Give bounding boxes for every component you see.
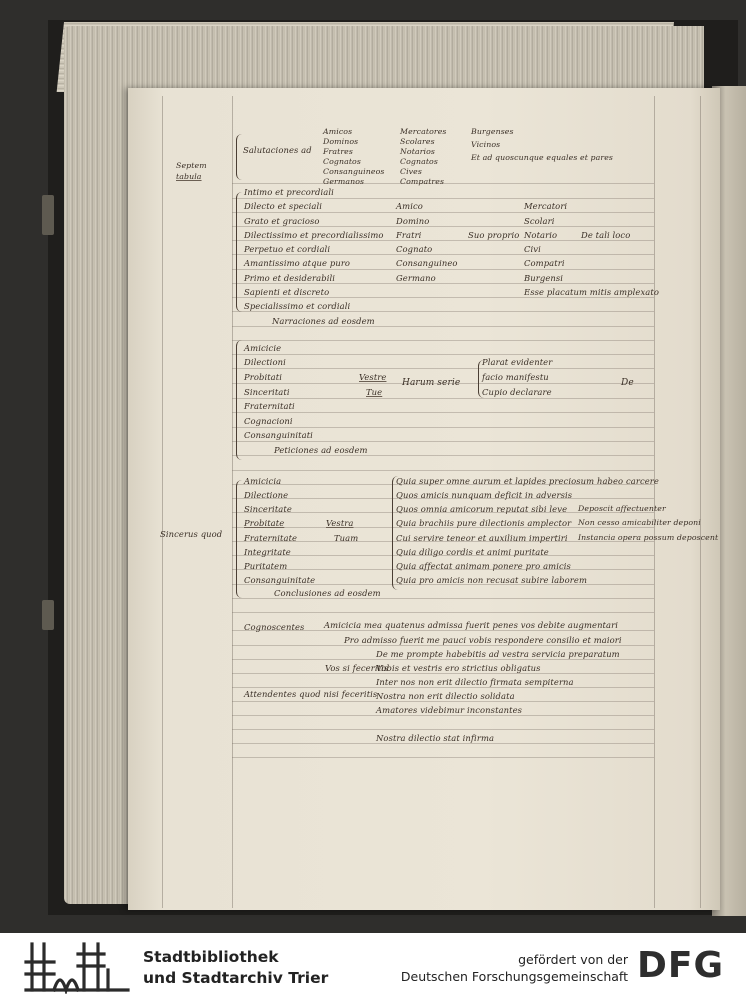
- manuscript-line: Quia pro amicis non recusat subire laborem: [396, 575, 587, 585]
- ruling-line: [232, 326, 654, 327]
- ruling-line: [232, 354, 654, 355]
- manuscript-line: Esse placatum mitis amplexato: [524, 287, 659, 297]
- manuscript-line: Sapienti et discreto: [244, 287, 330, 297]
- ruling-line: [232, 743, 654, 744]
- manuscript-line: Compatri: [524, 258, 565, 268]
- manuscript-line: Consanguinitati: [244, 430, 313, 440]
- ruling-line: [232, 687, 654, 688]
- manuscript-line: Amantissimo atque puro: [244, 258, 351, 268]
- manuscript-line: Narraciones ad eosdem: [272, 316, 375, 326]
- manuscript-line: Compatres: [400, 177, 445, 186]
- manuscript-line: Vicinos: [471, 140, 501, 149]
- manuscript-line: Germanos: [323, 177, 365, 186]
- manuscript-line: Conclusiones ad eosdem: [274, 588, 381, 598]
- ruling-line: [232, 715, 654, 716]
- institution-logo-icon: [24, 940, 130, 994]
- ruling-line: [232, 673, 654, 674]
- manuscript-line: Quia super omne aurum et lapides preciosum habeo carcere: [396, 476, 659, 486]
- manuscript-line: Amicos: [323, 127, 353, 136]
- ruling-line: [232, 645, 654, 646]
- ruling-line: [232, 455, 654, 456]
- manuscript-line: Quia diligo cordis et animi puritate: [396, 547, 549, 557]
- manuscript-line: De: [621, 378, 634, 388]
- manuscript-line: Cognato: [396, 244, 433, 254]
- ruling-column: [654, 96, 655, 908]
- manuscript-line: Cognacioni: [244, 416, 293, 426]
- manuscript-line: Probitati: [244, 372, 283, 382]
- ruling-line: [232, 368, 654, 369]
- ruling-line: [232, 701, 654, 702]
- clasp-mark: [42, 600, 54, 630]
- ruling-line: [232, 283, 654, 284]
- manuscript-line: Scolares: [400, 137, 435, 146]
- manuscript-line: Integritate: [244, 547, 291, 557]
- ruling-line: [232, 470, 654, 471]
- manuscript-line: Pro admisso fuerit me pauci vobis respondere consilio et maiori: [344, 635, 622, 645]
- manuscript-line: Mercatores: [400, 127, 447, 136]
- manuscript-line: facio manifestu: [482, 372, 549, 382]
- manuscript-line: Quia affectat animam ponere pro amicis: [396, 561, 571, 571]
- manuscript-line: Tuam: [334, 533, 359, 543]
- ruling-line: [232, 297, 654, 298]
- manuscript-line: Et ad quoscunque equales et pares: [471, 153, 614, 162]
- manuscript-line: Notarios: [400, 147, 436, 156]
- manuscript-line: Intimo et precordiali: [244, 187, 334, 197]
- manuscript-line: Vobis et vestris ero strictius obligatus: [376, 663, 541, 673]
- ruling-line: [232, 612, 654, 613]
- manuscript-line: Sincerus quod: [160, 529, 223, 539]
- dfg-logo: DFG: [637, 945, 725, 986]
- manuscript-line: Dominos: [323, 137, 359, 146]
- manuscript-line: Amico: [396, 201, 423, 211]
- ruling-column: [162, 96, 163, 908]
- manuscript-line: Amicicia mea quatenus admissa fuerit penes vos debite augmentari: [324, 620, 618, 630]
- manuscript-line: Primo et desiderabili: [244, 273, 336, 283]
- ruling-line: [232, 427, 654, 428]
- manuscript-line: Fratri: [396, 230, 422, 240]
- ruling-line: [232, 226, 654, 227]
- institution-line: und Stadtarchiv Trier: [143, 969, 329, 987]
- manuscript-line: Peticiones ad eosdem: [274, 445, 368, 455]
- ruling-line: [232, 412, 654, 413]
- manuscript-line: Amicicia: [244, 476, 282, 486]
- manuscript-line: Perpetuo et cordiali: [244, 244, 331, 254]
- manuscript-line: Domino: [396, 216, 430, 226]
- manuscript-line: De tali loco: [581, 230, 631, 240]
- ruling-line: [232, 311, 654, 312]
- manuscript-line: Amicicie: [244, 343, 282, 353]
- manuscript-line: Cives: [400, 167, 422, 176]
- manuscript-line: Dilectione: [244, 490, 289, 500]
- manuscript-line: Quos omnia amicorum reputat sibi leve: [396, 504, 568, 514]
- ruling-line: [232, 240, 654, 241]
- manuscript-line: Amatores videbimur inconstantes: [376, 705, 523, 715]
- ruling-line: [232, 659, 654, 660]
- ruling-line: [232, 212, 654, 213]
- manuscript-line: Cognatos: [400, 157, 438, 166]
- brace: [236, 192, 243, 312]
- manuscript-line: Fraternitate: [244, 533, 298, 543]
- manuscript-line: Burgenses: [471, 127, 514, 136]
- ruling-line: [232, 729, 654, 730]
- manuscript-line: De me prompte habebitis ad vestra servicia preparatum: [376, 649, 620, 659]
- manuscript-line: Cognatos: [323, 157, 361, 166]
- manuscript-line: tabula: [176, 172, 202, 181]
- manuscript-line: Nostra dilectio stat infirma: [376, 733, 495, 743]
- manuscript-line: Consanguinitate: [244, 575, 316, 585]
- manuscript-line: Harum serie: [402, 378, 461, 388]
- manuscript-line: Scolari: [524, 216, 555, 226]
- brace: [478, 360, 485, 398]
- funding-line: Deutschen Forschungsgemeinschaft: [400, 969, 628, 984]
- manuscript-line: Cognoscentes: [244, 622, 305, 632]
- brace: [236, 134, 243, 180]
- manuscript-line: Salutaciones ad: [243, 145, 312, 155]
- ruling-column: [700, 96, 701, 908]
- ruling-line: [232, 757, 654, 758]
- manuscript-line: Notario: [524, 230, 558, 240]
- manuscript-line: Grato et gracioso: [244, 216, 320, 226]
- manuscript-line: Quos amicis nunquam deficit in adversis: [396, 490, 573, 500]
- manuscript-line: Attendentes quod nisi feceritis: [244, 689, 378, 699]
- ruling-line: [232, 441, 654, 442]
- manuscript-line: Dilectioni: [244, 357, 286, 367]
- manuscript-line: Fraternitati: [244, 401, 295, 411]
- brace: [236, 340, 243, 460]
- brace: [392, 476, 399, 590]
- clasp-mark: [42, 195, 54, 235]
- manuscript-line: Quia brachiis pure dilectionis amplector: [396, 518, 572, 528]
- ruling-column: [232, 96, 233, 908]
- manuscript-line: Sinceritate: [244, 504, 292, 514]
- manuscript-line: Probitate: [244, 518, 285, 528]
- manuscript-line: Cui servire teneor et auxilium impertiri: [396, 533, 568, 543]
- manuscript-line: Dilecto et speciali: [244, 201, 323, 211]
- ruling-line: [232, 254, 654, 255]
- manuscript-line: Burgensi: [524, 273, 564, 283]
- manuscript-line: Fratres: [323, 147, 353, 156]
- manuscript-line: Specialissimo et cordiali: [244, 301, 351, 311]
- manuscript-line: Non cesso amicabiliter deponi: [578, 518, 701, 527]
- manuscript-line: Consanguineos: [323, 167, 385, 176]
- ruling-line: [232, 598, 654, 599]
- manuscript-line: Germano: [396, 273, 436, 283]
- manuscript-line: Nostra non erit dilectio solidata: [376, 691, 515, 701]
- manuscript-line: Civi: [524, 244, 541, 254]
- manuscript-line: Septem: [176, 161, 207, 170]
- ruling-line: [232, 340, 654, 341]
- ruling-line: [232, 198, 654, 199]
- manuscript-line: Inter nos non erit dilectio firmata sempiterna: [376, 677, 574, 687]
- ruling-line: [232, 398, 654, 399]
- institution-name: [143, 947, 328, 989]
- manuscript-line: Mercatori: [524, 201, 568, 211]
- manuscript-line: Sinceritati: [244, 387, 290, 397]
- manuscript-line: Vos si feceritis: [325, 663, 389, 673]
- manuscript-line: Consanguineo: [396, 258, 458, 268]
- funding-note: [401, 951, 628, 985]
- manuscript-line: Vestra: [326, 518, 354, 528]
- manuscript-line: Dilectissimo et precordialissimo: [244, 230, 384, 240]
- manuscript-line: Plarat evidenter: [482, 357, 553, 367]
- institution-line: Stadtbibliothek: [143, 948, 279, 966]
- ruling-line: [232, 269, 654, 270]
- manuscript-line: Suo proprio: [468, 230, 520, 240]
- funding-line: gefördert von der: [518, 952, 628, 967]
- manuscript-line: Deposcit affectuenter: [578, 504, 666, 513]
- manuscript-line: Vestre: [359, 372, 387, 382]
- manuscript-line: Tue: [366, 387, 383, 397]
- manuscript-line: Instancia opera possum deposcent: [578, 533, 719, 542]
- manuscript-line: Cupio declarare: [482, 387, 552, 397]
- brace: [236, 480, 243, 598]
- manuscript-line: Puritatem: [244, 561, 288, 571]
